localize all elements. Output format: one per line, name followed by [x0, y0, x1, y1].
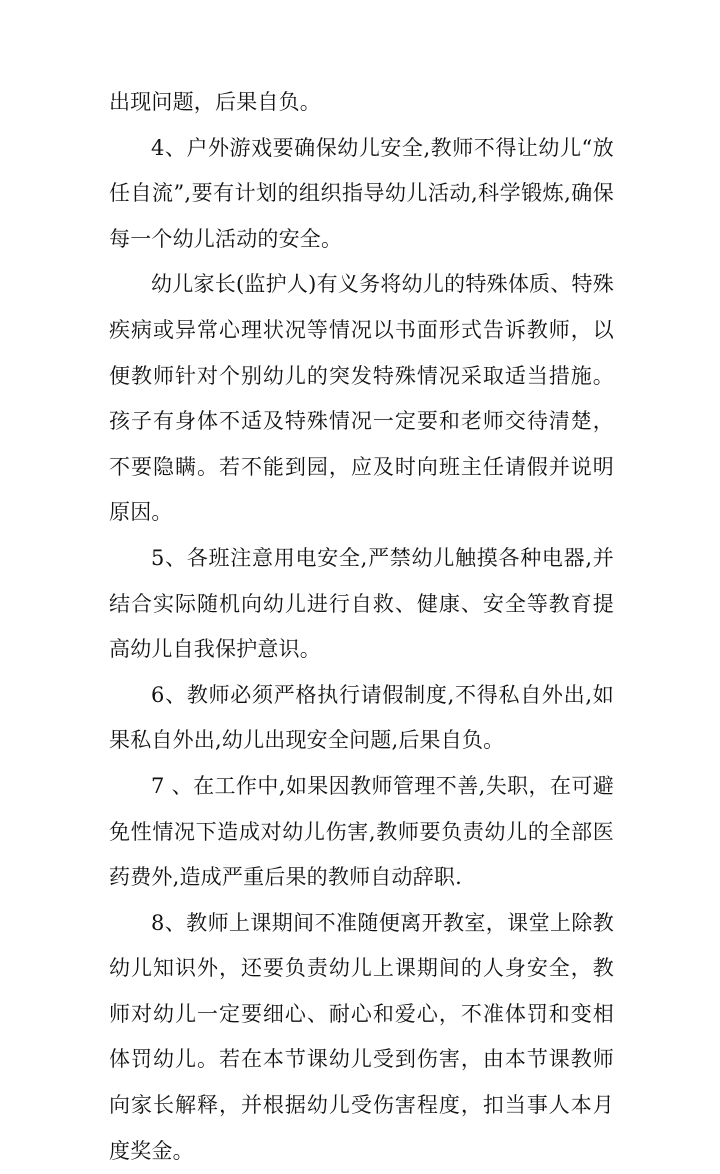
paragraph-rule-8: 8、教师上课期间不准随便离开教室，课堂上除教幼儿知识外，还要负责幼儿上课期间的人身安全，教师对幼儿一定要细心、耐心和爱心，不准体罚和变相体罚幼儿。若在本节课幼儿受到伤害，由本节课教师向家长解释，并根据幼儿受伤害程度，扣当事人本月度奖金。: [109, 910, 614, 1163]
document-body: [109, 80, 614, 1174]
paragraph-rule-7: 7 、在工作中,如果因教师管理不善,失职，在可避免性情况下造成对幼儿伤害,教师要负责幼儿的全部医药费外,造成严重后果的教师自动辞职.: [109, 773, 614, 890]
paragraph-rule-5: 5、各班注意用电安全,严禁幼儿触摸各种电器,并结合实际随机向幼儿进行自救、健康、安全等教育提高幼儿自我保护意识。: [109, 545, 614, 662]
paragraph-continuation: 出现问题，后果自负。: [109, 90, 321, 114]
paragraph-rule-6: 6、教师必须严格执行请假制度,不得私自外出,如果私自外出,幼儿出现安全问题,后果自负。: [109, 682, 614, 753]
paragraph-parent-duty: 幼儿家长(监护人)有义务将幼儿的特殊体质、特殊疾病或异常心理状况等情况以书面形式告诉教师，以便教师针对个别幼儿的突发特殊情况采取适当措施。孩子有身体不适及特殊情况一定要和老师交待清楚，不要隐瞒。若不能到园，应及时向班主任请假并说明原因。: [109, 272, 614, 525]
paragraph-rule-4: 4、户外游戏要确保幼儿安全,教师不得让幼儿“放任自流”,要有计划的组织指导幼儿活动,科学锻炼,确保每一个幼儿活动的安全。: [109, 135, 614, 251]
